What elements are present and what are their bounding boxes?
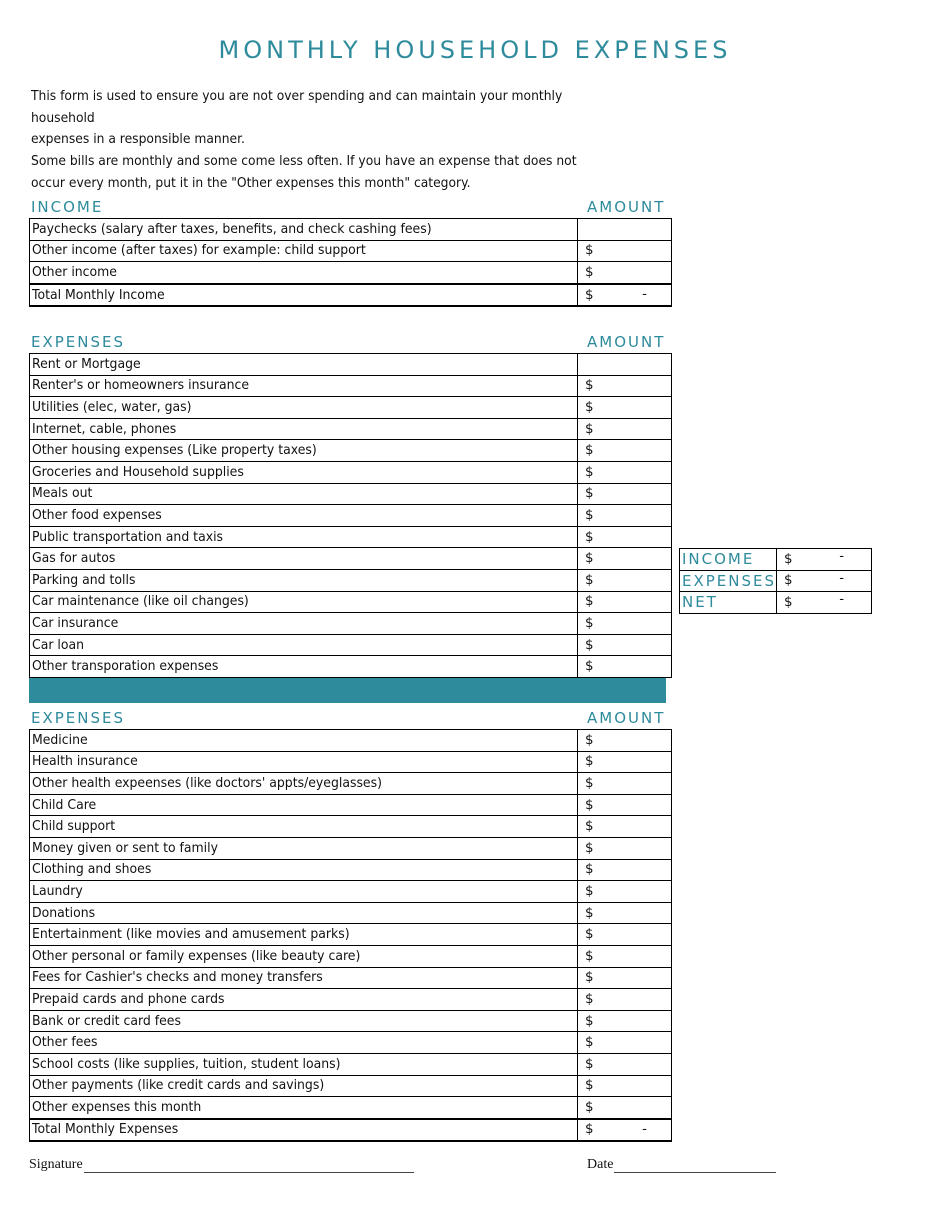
row-label: Other health expeenses (like doctors' appts/eyeglasses) (30, 773, 578, 795)
table-row (30, 1075, 672, 1097)
row-label: Donations (30, 902, 578, 924)
row-label: Groceries and Household supplies (30, 461, 578, 483)
intro-line: This form is used to ensure you are not over spending and can maintain your monthly household (31, 89, 563, 126)
currency-symbol: $ (585, 1122, 594, 1138)
amount-field[interactable]: $ (578, 1053, 672, 1075)
summary-label: INCOME (680, 549, 777, 571)
table-row (30, 375, 672, 397)
table-row (30, 613, 672, 635)
table-row (30, 240, 672, 262)
table-row (30, 1010, 672, 1032)
amount-field[interactable]: $ (578, 859, 672, 881)
row-label: Clothing and shoes (30, 859, 578, 881)
table-row (30, 773, 672, 795)
row-label: Entertainment (like movies and amusement parks) (30, 924, 578, 946)
table-row (30, 989, 672, 1011)
summary-label: EXPENSES (680, 570, 777, 592)
date-block (587, 1157, 776, 1173)
amount-field[interactable]: $ (578, 751, 672, 773)
row-label: Utilities (elec, water, gas) (30, 397, 578, 419)
row-label: Parking and tolls (30, 569, 578, 591)
summary-row (680, 592, 872, 614)
row-label: Laundry (30, 881, 578, 903)
expenses-section-header-2 (31, 709, 667, 729)
currency-symbol: $ (784, 551, 793, 567)
expenses-heading: EXPENSES (31, 333, 126, 351)
expenses-amount-heading: AMOUNT (587, 333, 666, 351)
summary-table (679, 548, 872, 614)
total-income-value (578, 284, 672, 307)
expenses-total-row (30, 1119, 672, 1142)
amount-field[interactable]: $ (578, 591, 672, 613)
table-row (30, 440, 672, 462)
table-row (30, 1053, 672, 1075)
date-label: Date (587, 1157, 614, 1172)
row-label: Other housing expenses (Like property taxes) (30, 440, 578, 462)
row-label: Fees for Cashier's checks and money transfers (30, 967, 578, 989)
intro-line: expenses in a responsible manner. (31, 132, 245, 148)
table-row (30, 591, 672, 613)
table-row (30, 837, 672, 859)
amount-field[interactable]: $ (578, 924, 672, 946)
table-row (30, 634, 672, 656)
summary-value (777, 592, 872, 614)
total-expenses-label: Total Monthly Expenses (30, 1119, 578, 1142)
table-row (30, 418, 672, 440)
row-label: Public transportation and taxis (30, 526, 578, 548)
currency-symbol: $ (784, 594, 793, 610)
table-row (30, 354, 672, 376)
row-label: Other personal or family expenses (like beauty care) (30, 945, 578, 967)
summary-amount: - (839, 549, 845, 564)
table-row (30, 569, 672, 591)
income-amount-heading: AMOUNT (587, 198, 666, 216)
table-row (30, 859, 672, 881)
amount-field[interactable]: $ (578, 1097, 672, 1119)
row-label: Prepaid cards and phone cards (30, 989, 578, 1011)
amount-field[interactable]: $ (578, 262, 672, 284)
amount-field[interactable]: $ (578, 548, 672, 570)
row-label: Other fees (30, 1032, 578, 1054)
amount-field[interactable]: $ (578, 794, 672, 816)
total-expenses-value (578, 1119, 672, 1142)
row-label: Meals out (30, 483, 578, 505)
row-label: Money given or sent to family (30, 837, 578, 859)
signature-label: Signature (29, 1157, 83, 1172)
table-row (30, 967, 672, 989)
table-row (30, 730, 672, 752)
amount-field[interactable]: $ (578, 656, 672, 678)
date-line[interactable] (614, 1160, 776, 1173)
table-row (30, 262, 672, 284)
amount-field[interactable]: $ (578, 1010, 672, 1032)
row-label: Renter's or homeowners insurance (30, 375, 578, 397)
amount-field[interactable]: $ (578, 773, 672, 795)
income-heading: INCOME (31, 198, 104, 216)
row-label: Other transporation expenses (30, 656, 578, 678)
table-row (30, 548, 672, 570)
total-value: - (642, 1121, 647, 1137)
amount-field[interactable]: $ (578, 816, 672, 838)
income-section-header (31, 198, 667, 218)
summary-amount: - (839, 592, 845, 607)
row-label: Other food expenses (30, 505, 578, 527)
amount-field[interactable]: $ (578, 526, 672, 548)
table-row (30, 794, 672, 816)
currency-symbol: $ (784, 573, 793, 589)
amount-field[interactable]: $ (578, 569, 672, 591)
row-label: Other income (after taxes) for example: child support (30, 240, 578, 262)
summary-row (680, 570, 872, 592)
table-row (30, 461, 672, 483)
row-label: Car loan (30, 634, 578, 656)
table-row (30, 924, 672, 946)
amount-field[interactable]: $ (578, 483, 672, 505)
row-label: Health insurance (30, 751, 578, 773)
amount-field[interactable]: $ (578, 613, 672, 635)
page-title: MONTHLY HOUSEHOLD EXPENSES (218, 36, 732, 64)
summary-amount: - (839, 570, 845, 586)
table-row (30, 656, 672, 678)
table-row (30, 1097, 672, 1119)
row-label: School costs (like supplies, tuition, student loans) (30, 1053, 578, 1075)
amount-field[interactable]: $ (578, 505, 672, 527)
row-label: Child support (30, 816, 578, 838)
table-row (30, 526, 672, 548)
income-table (29, 218, 672, 307)
table-row (30, 816, 672, 838)
row-label: Medicine (30, 730, 578, 752)
signature-line[interactable] (84, 1160, 414, 1173)
table-row (30, 945, 672, 967)
income-total-row (30, 284, 672, 307)
currency-symbol: $ (585, 287, 594, 303)
row-label: Paychecks (salary after taxes, benefits, and check cashing fees) (30, 219, 578, 241)
intro-line: occur every month, put it in the "Other expenses this month" category. (31, 175, 471, 191)
summary-row (680, 549, 872, 571)
summary-value (777, 570, 872, 592)
amount-field[interactable]: $ (578, 1032, 672, 1054)
table-row (30, 902, 672, 924)
amount-field[interactable]: $ (578, 418, 672, 440)
amount-field[interactable]: $ (578, 1075, 672, 1097)
summary-value (777, 549, 872, 571)
expenses-heading: EXPENSES (31, 709, 126, 727)
amount-field[interactable]: $ (578, 945, 672, 967)
row-label: Car insurance (30, 613, 578, 635)
total-income-label: Total Monthly Income (30, 284, 578, 307)
row-label: Other payments (like credit cards and savings) (30, 1075, 578, 1097)
amount-field[interactable]: $ (578, 397, 672, 419)
row-label: Rent or Mortgage (30, 354, 578, 376)
table-row (30, 219, 672, 241)
row-label: Other income (30, 262, 578, 284)
intro-text (31, 86, 620, 195)
table-row (30, 1032, 672, 1054)
table-row (30, 751, 672, 773)
summary-label: NET (680, 592, 777, 614)
row-label: Child Care (30, 794, 578, 816)
row-label: Internet, cable, phones (30, 418, 578, 440)
table-row (30, 881, 672, 903)
row-label: Bank or credit card fees (30, 1010, 578, 1032)
amount-field[interactable] (578, 219, 672, 241)
signature-block (29, 1157, 414, 1173)
amount-field[interactable]: $ (578, 881, 672, 903)
amount-field[interactable]: $ (578, 440, 672, 462)
expenses-table-1 (29, 353, 672, 678)
expenses-amount-heading: AMOUNT (587, 709, 666, 727)
amount-field[interactable]: $ (578, 989, 672, 1011)
amount-field[interactable]: $ (578, 634, 672, 656)
amount-field[interactable]: $ (578, 967, 672, 989)
total-value: - (642, 286, 647, 302)
table-row (30, 483, 672, 505)
amount-field[interactable] (578, 354, 672, 376)
row-label: Car maintenance (like oil changes) (30, 591, 578, 613)
amount-field[interactable]: $ (578, 730, 672, 752)
amount-field[interactable]: $ (578, 461, 672, 483)
table-row (30, 505, 672, 527)
table-row (30, 397, 672, 419)
amount-field[interactable]: $ (578, 837, 672, 859)
row-label: Other expenses this month (30, 1097, 578, 1119)
section-divider-bar (29, 678, 666, 703)
amount-field[interactable]: $ (578, 375, 672, 397)
expenses-table-2 (29, 729, 672, 1142)
amount-field[interactable]: $ (578, 902, 672, 924)
intro-line: Some bills are monthly and some come less often. If you have an expense that does not (31, 154, 577, 170)
amount-field[interactable]: $ (578, 240, 672, 262)
row-label: Gas for autos (30, 548, 578, 570)
expenses-section-header (31, 333, 667, 353)
